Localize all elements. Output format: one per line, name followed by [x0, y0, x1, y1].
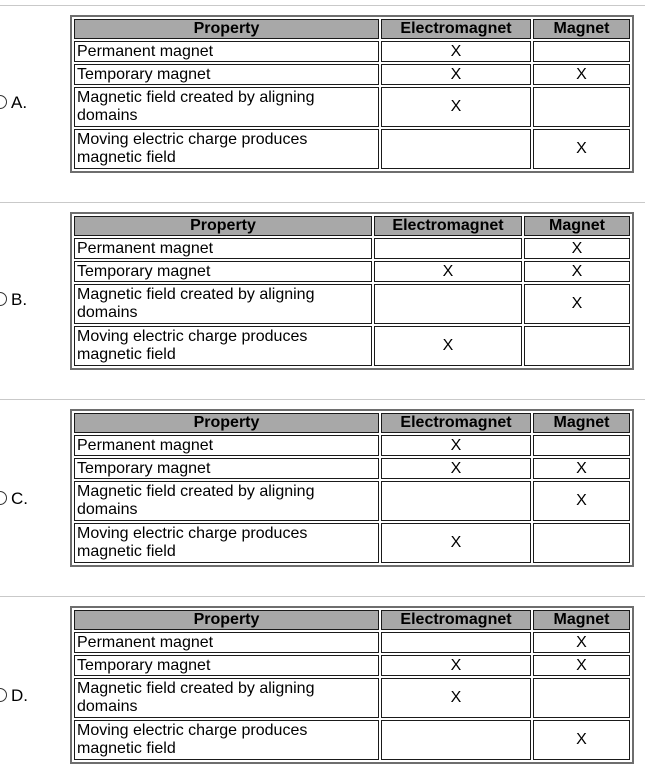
divider-cd: [0, 596, 645, 597]
electromagnet-cell: [381, 129, 531, 169]
property-cell: Magnetic field created by aligning domains: [74, 678, 379, 718]
table-row: [74, 326, 630, 366]
electromagnet-cell: X: [381, 435, 531, 456]
option-label: C.: [11, 489, 28, 508]
table-row: [74, 481, 630, 521]
header-property: Property: [74, 610, 379, 630]
property-cell: Temporary magnet: [74, 655, 379, 676]
table-header-row: [74, 19, 630, 39]
magnet-cell: X: [533, 481, 630, 521]
radio-icon[interactable]: [0, 686, 10, 706]
electromagnet-cell: [374, 238, 522, 259]
option-c-table: [70, 409, 634, 567]
divider-ab: [0, 202, 645, 203]
table-row: [74, 632, 630, 653]
electromagnet-cell: X: [381, 64, 531, 85]
property-cell: Moving electric charge produces magnetic field: [74, 129, 379, 169]
header-magnet: Magnet: [533, 610, 630, 630]
option-d-table: [70, 606, 634, 764]
property-cell: Permanent magnet: [74, 632, 379, 653]
property-cell: Magnetic field created by aligning domains: [74, 284, 372, 324]
property-cell: Moving electric charge produces magnetic field: [74, 523, 379, 563]
electromagnet-cell: X: [381, 655, 531, 676]
magnet-cell: X: [533, 129, 630, 169]
table-header-row: [74, 610, 630, 630]
header-magnet: Magnet: [533, 413, 630, 433]
radio-icon[interactable]: [0, 489, 10, 509]
electromagnet-cell: X: [381, 458, 531, 479]
table-row: [74, 64, 630, 85]
magnet-cell: X: [533, 720, 630, 760]
divider-top: [0, 5, 645, 6]
option-a-choice[interactable]: [0, 93, 40, 113]
property-cell: Magnetic field created by aligning domains: [74, 481, 379, 521]
magnet-cell: X: [533, 655, 630, 676]
electromagnet-cell: [374, 284, 522, 324]
option-label: A.: [11, 93, 28, 112]
electromagnet-cell: [381, 632, 531, 653]
table-row: [74, 129, 630, 169]
option-a-table: [70, 15, 634, 173]
table-row: [74, 435, 630, 456]
table-row: [74, 87, 630, 127]
property-cell: Temporary magnet: [74, 261, 372, 282]
electromagnet-cell: X: [381, 87, 531, 127]
radio-icon[interactable]: [0, 290, 10, 310]
property-cell: Permanent magnet: [74, 435, 379, 456]
property-cell: Moving electric charge produces magnetic field: [74, 326, 372, 366]
magnet-cell: [533, 678, 630, 718]
table-row: [74, 458, 630, 479]
option-b-table: [70, 212, 634, 370]
header-property: Property: [74, 413, 379, 433]
table-row: [74, 261, 630, 282]
property-cell: Magnetic field created by aligning domains: [74, 87, 379, 127]
header-electromagnet: Electromagnet: [381, 413, 531, 433]
electromagnet-cell: X: [381, 678, 531, 718]
table-header-row: [74, 413, 630, 433]
magnet-cell: X: [524, 284, 630, 324]
header-electromagnet: Electromagnet: [381, 610, 531, 630]
table-row: [74, 523, 630, 563]
header-property: Property: [74, 216, 372, 236]
divider-bc: [0, 399, 645, 400]
magnet-cell: [533, 41, 630, 62]
table-row: [74, 238, 630, 259]
property-cell: Permanent magnet: [74, 41, 379, 62]
table-header-row: [74, 216, 630, 236]
option-c-choice[interactable]: [0, 489, 40, 509]
header-property: Property: [74, 19, 379, 39]
electromagnet-cell: X: [374, 261, 522, 282]
property-cell: Permanent magnet: [74, 238, 372, 259]
magnet-cell: [533, 87, 630, 127]
table-row: [74, 678, 630, 718]
option-d-choice[interactable]: [0, 686, 40, 706]
magnet-cell: X: [524, 261, 630, 282]
option-b-choice[interactable]: [0, 290, 40, 310]
electromagnet-cell: [381, 720, 531, 760]
table-row: [74, 720, 630, 760]
electromagnet-cell: X: [374, 326, 522, 366]
header-electromagnet: Electromagnet: [374, 216, 522, 236]
magnet-cell: [533, 523, 630, 563]
property-cell: Temporary magnet: [74, 458, 379, 479]
table-row: [74, 284, 630, 324]
table-row: [74, 655, 630, 676]
magnet-cell: X: [533, 632, 630, 653]
magnet-cell: X: [533, 458, 630, 479]
radio-icon[interactable]: [0, 93, 10, 113]
property-cell: Moving electric charge produces magnetic field: [74, 720, 379, 760]
electromagnet-cell: X: [381, 41, 531, 62]
header-magnet: Magnet: [524, 216, 630, 236]
option-label: D.: [11, 686, 28, 705]
table-row: [74, 41, 630, 62]
magnet-cell: [533, 435, 630, 456]
header-electromagnet: Electromagnet: [381, 19, 531, 39]
header-magnet: Magnet: [533, 19, 630, 39]
option-label: B.: [11, 290, 28, 309]
magnet-cell: X: [533, 64, 630, 85]
magnet-cell: [524, 326, 630, 366]
property-cell: Temporary magnet: [74, 64, 379, 85]
electromagnet-cell: X: [381, 523, 531, 563]
magnet-cell: X: [524, 238, 630, 259]
electromagnet-cell: [381, 481, 531, 521]
